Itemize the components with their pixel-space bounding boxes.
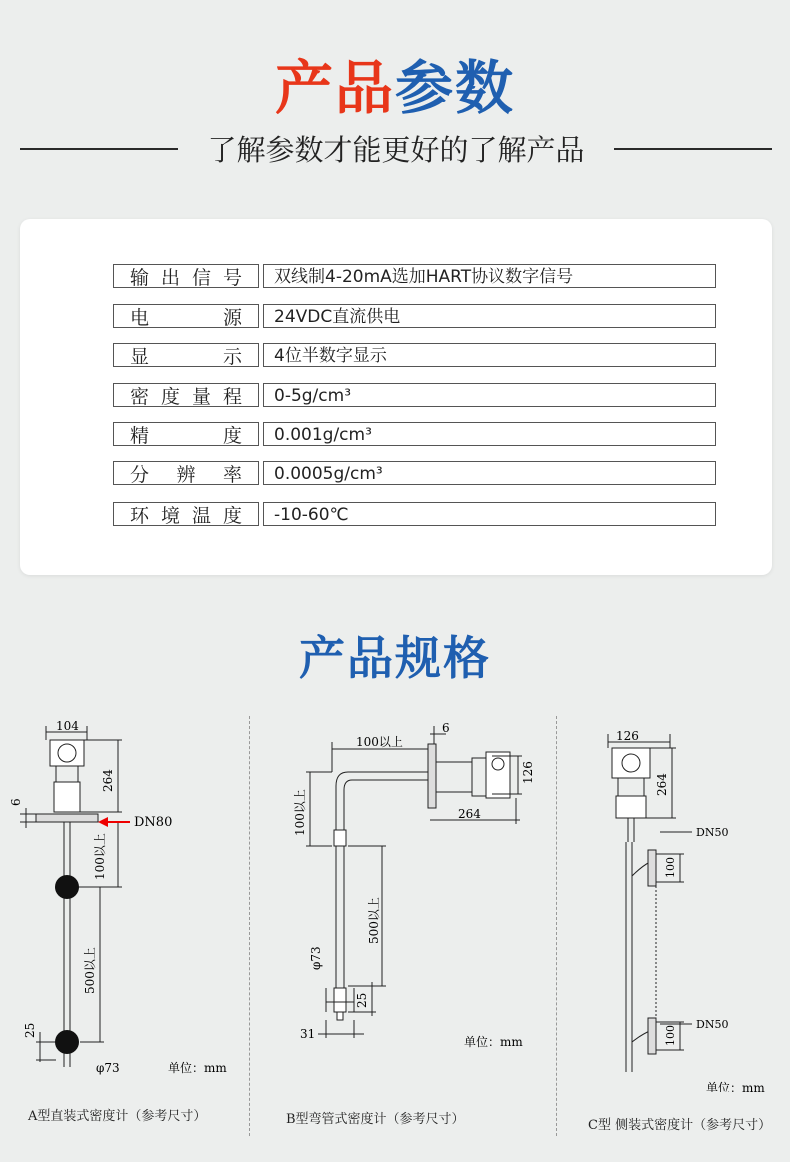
- caption-a: A型直装式密度计（参考尺寸）: [28, 1109, 207, 1124]
- diagram-b-bent-pipe: [252, 712, 552, 1092]
- dim-6: 6: [442, 721, 450, 735]
- param-value: 双线制4-20mA选加HART协议数字信号: [263, 264, 716, 288]
- divider-bc: [556, 716, 557, 1136]
- float-ball: [55, 875, 79, 899]
- dim-25: 25: [23, 1022, 37, 1038]
- dn-label: DN80: [134, 815, 173, 830]
- param-label: 精 度: [113, 422, 259, 446]
- dim-126: 126: [616, 729, 639, 743]
- param-label: 输 出 信 号: [113, 264, 259, 288]
- float-ball: [55, 1030, 79, 1054]
- dim-100-top: 100: [664, 857, 677, 878]
- caption-b: B型弯管式密度计（参考尺寸）: [286, 1112, 465, 1127]
- diagram-c-side-mount: [560, 712, 788, 1092]
- title-part-product: 产品: [274, 54, 395, 122]
- unit-label: 单位：mm: [168, 1061, 227, 1075]
- subtitle-right-divider: [614, 148, 772, 150]
- dim-25: 25: [355, 992, 369, 1008]
- params-card: [20, 219, 772, 575]
- param-value: 24VDC直流供电: [263, 304, 716, 328]
- subtitle-row: [20, 130, 772, 170]
- dim-100-bottom: 100: [664, 1025, 677, 1046]
- dim-31: 31: [300, 1027, 316, 1041]
- param-value: 4位半数字显示: [263, 343, 716, 367]
- diagram-a-direct-mount: [0, 712, 245, 1092]
- param-value: 0-5g/cm³: [263, 383, 716, 407]
- dim-dia: φ73: [309, 946, 323, 970]
- dim-dia: φ73: [96, 1061, 120, 1075]
- dim-100-top: 100以上: [356, 735, 403, 749]
- subtitle: 了解参数才能更好的了解产品: [207, 133, 585, 167]
- dim-126: 126: [521, 761, 535, 784]
- dim-flange: 6: [9, 798, 23, 806]
- dim-500: 500以上: [367, 897, 381, 944]
- spec-title: 产品规格: [299, 631, 491, 685]
- dim-264: 264: [655, 773, 669, 796]
- dim-width: 104: [56, 719, 79, 733]
- dim-100-side: 100以上: [293, 789, 307, 836]
- param-label: 显 示: [113, 343, 259, 367]
- param-label: 分 辨 率: [113, 461, 259, 485]
- title-part-params: 参数: [395, 54, 516, 122]
- dim-264: 264: [458, 807, 481, 821]
- caption-c: C型 侧装式密度计（参考尺寸）: [588, 1118, 772, 1133]
- dim-100: 100以上: [93, 833, 107, 880]
- dn-top: DN50: [696, 826, 729, 839]
- param-value: 0.001g/cm³: [263, 422, 716, 446]
- divider-ab: [249, 716, 250, 1136]
- param-label: 电 源: [113, 304, 259, 328]
- param-value: -10-60℃: [263, 502, 716, 526]
- unit-label: 单位：mm: [464, 1035, 523, 1049]
- page-title: [0, 52, 790, 124]
- unit-label: 单位：mm: [706, 1081, 765, 1092]
- param-label: 密 度 量 程: [113, 383, 259, 407]
- param-value: 0.0005g/cm³: [263, 461, 716, 485]
- dn-bottom: DN50: [696, 1018, 729, 1031]
- dim-500: 500以上: [83, 947, 97, 994]
- dim-height: 264: [101, 769, 115, 792]
- param-label: 环 境 温 度: [113, 502, 259, 526]
